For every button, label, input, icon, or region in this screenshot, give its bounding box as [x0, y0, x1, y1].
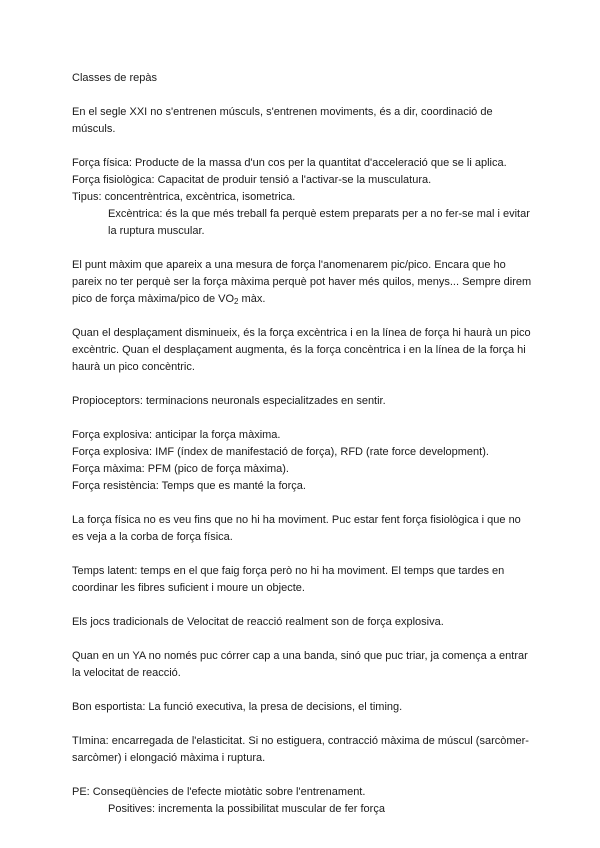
- positive-effects-line: Positives: incrementa la possibilitat muscular de fer força: [108, 803, 385, 815]
- force-types: Tipus: concentrèntrica, excèntrica, isometrica.: [72, 191, 296, 203]
- document-body: [72, 70, 532, 818]
- resistance-force-line: Força resistència: Temps que es manté la força.: [72, 480, 306, 492]
- paragraph-good-athlete: Bon esportista: La funció executiva, la presa de decisions, el timing.: [72, 701, 403, 713]
- definition-physiological-force: Força fisiològica: Capacitat de produir tensió a l'activar-se la musculatura.: [72, 174, 432, 186]
- eccentric-definition: Excèntrica: és la que més treball fa perquè estem preparats per a no fer-se mal i evitar la ruptura muscular.: [108, 208, 530, 237]
- maximal-force-line: Força màxima: PFM (pico de força màxima).: [72, 463, 289, 475]
- paragraph-titin: TImina: encarregada de l'elasticitat. Si no estiguera, contracció màxima de múscul (sarcòmer-sarcòmer) i elongació màxima i ruptura.: [72, 735, 529, 764]
- explosive-force-indices-line: Força explosiva: IMF (índex de manifestació de força), RFD (rate force development).: [72, 446, 489, 458]
- peak-force-text: El punt màxim que apareix a una mesura de força l'anomenarem pic/pico. Encara que ho pareix no ter perquè ser la força màxima perquè pot haver més quilos, menys... Sempre direm pico de força màxima/pico de VO: [72, 259, 532, 305]
- definition-physical-force: Força física: Producte de la massa d'un cos per la quantitat d'acceleració que se li aplica.: [72, 157, 507, 169]
- paragraph-peak-force: [72, 257, 532, 308]
- paragraph-force-visibility: La força física no es veu fins que no hi ha moviment. Puc estar fent força fisiològica i que no es veja a la corba de força física.: [72, 514, 521, 543]
- vo2-subscript: 2: [234, 297, 239, 306]
- paragraph-displacement: Quan el desplaçament disminueix, és la força excèntrica i en la línea de força hi haurà un pico excèntric. Quan el desplaçament augmenta, és la força concèntrica i en la línea de la força hi haurà un pico concèntric.: [72, 327, 531, 373]
- paragraph-latent-time: Temps latent: temps en el que faig força però no hi ha moviment. El temps que tardes en coordinar les fibres suficient i moure un objecte.: [72, 565, 505, 594]
- paragraph-traditional-games: Els jocs tradicionals de Velocitat de reacció realment son de força explosiva.: [72, 616, 444, 628]
- paragraph-proprioceptors: Propioceptors: terminacions neuronals especialitzades en sentir.: [72, 395, 386, 407]
- paragraph-coordination: En el segle XXI no s'entrenen músculs, s'entrenen moviments, és a dir, coordinació de músculs.: [72, 106, 493, 135]
- paragraph-myotatic-effect: PE: Conseqüències de l'efecte miotàtic sobre l'entrenament.: [72, 786, 366, 798]
- paragraph-reaction-speed: Quan en un YA no només puc córrer cap a una banda, sinó que puc triar, ja comença a entrar la velocitat de reacció.: [72, 650, 528, 679]
- document-title: Classes de repàs: [72, 72, 157, 84]
- peak-force-text-end: màx.: [238, 293, 266, 305]
- explosive-force-line: Força explosiva: anticipar la força màxima.: [72, 429, 281, 441]
